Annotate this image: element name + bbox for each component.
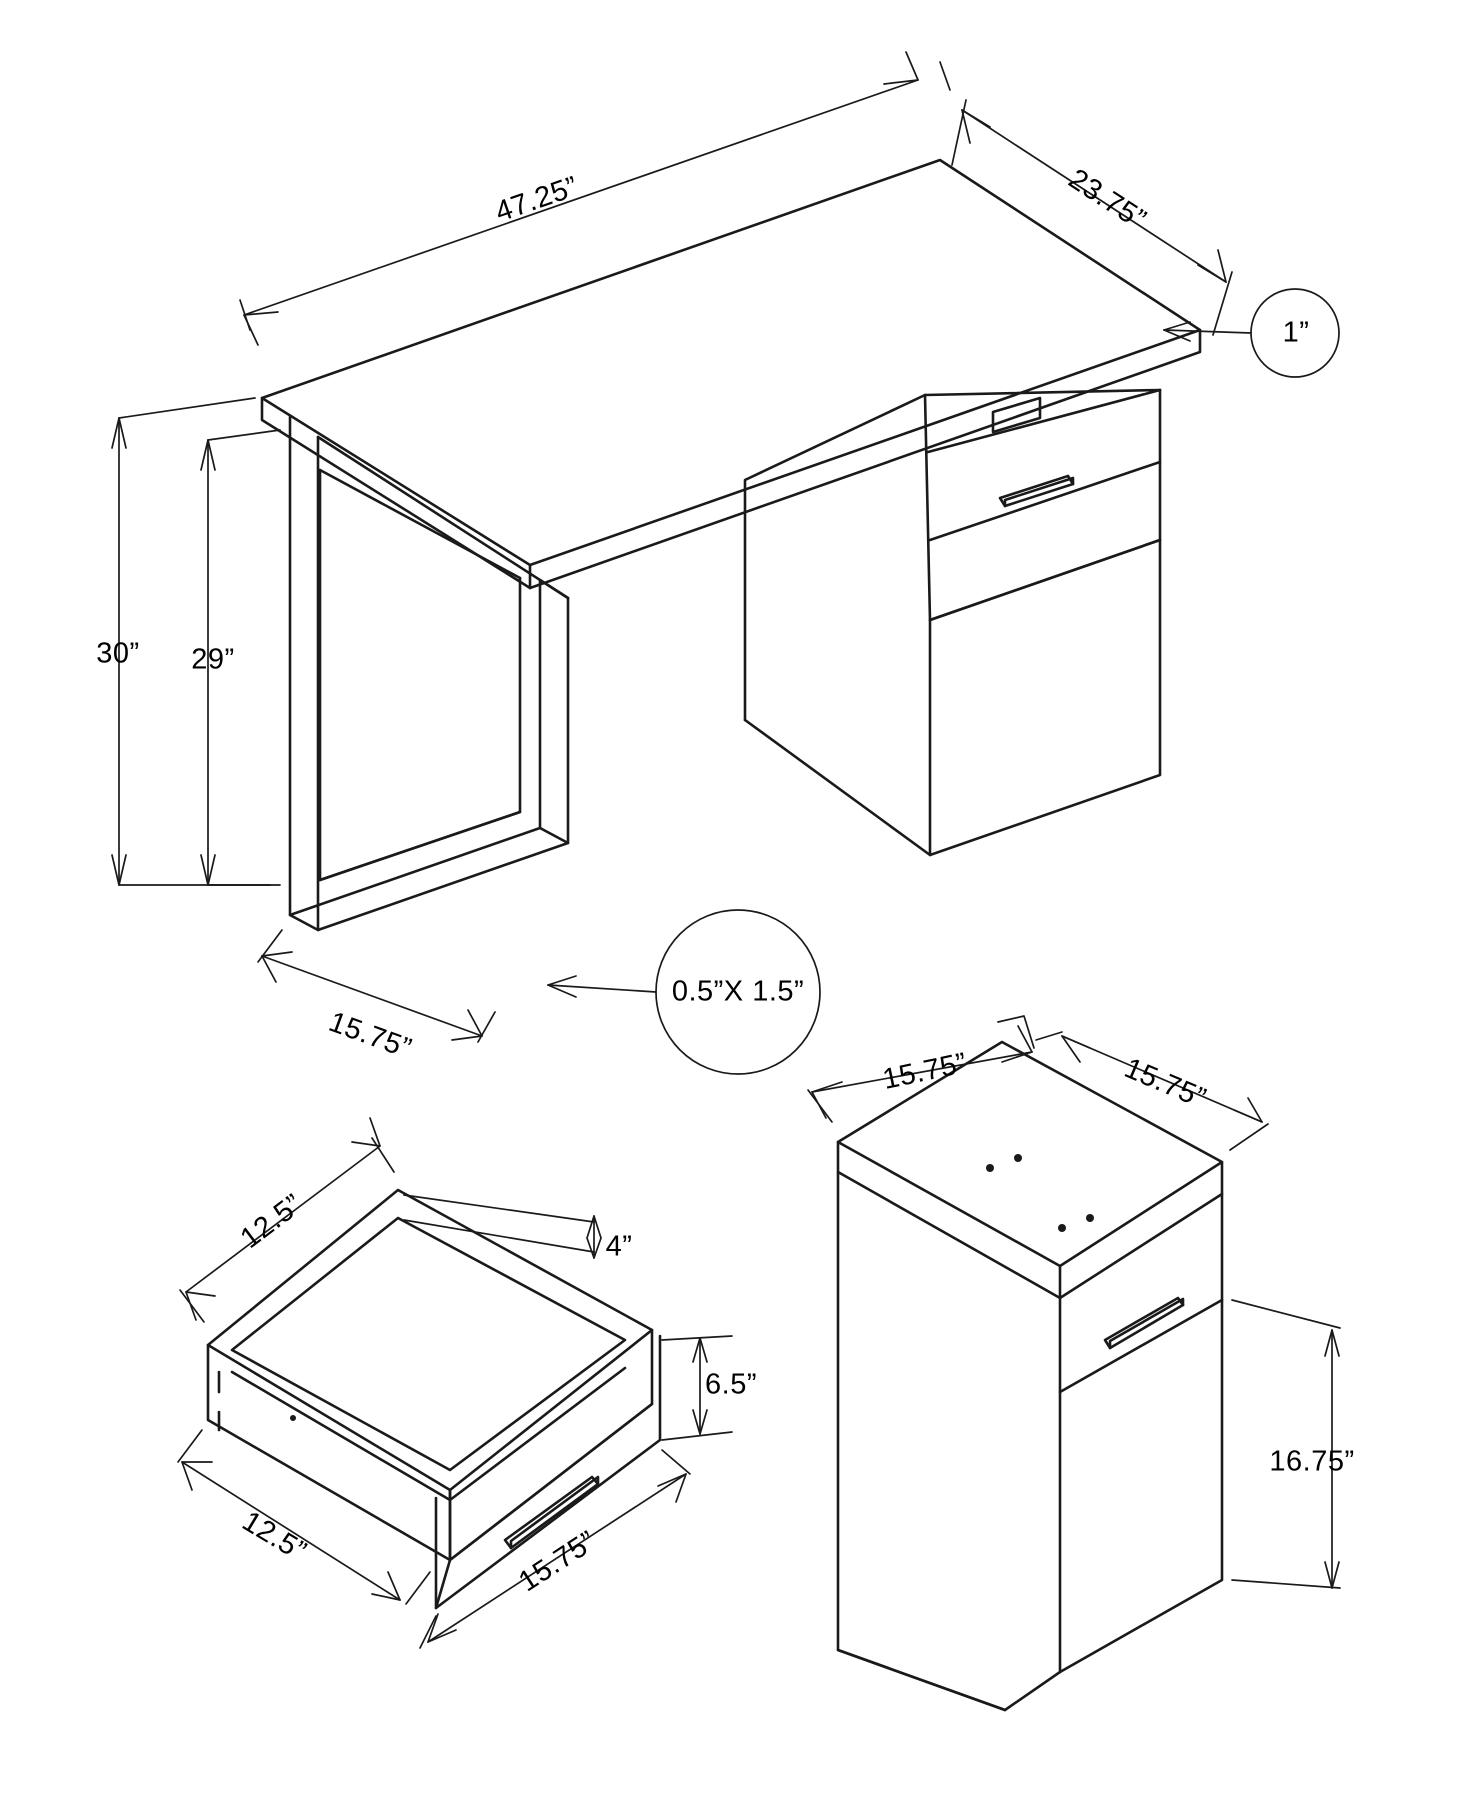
cabinet-unit-shape xyxy=(838,1042,1222,1710)
desk-cabinet xyxy=(745,390,1160,855)
label-leg-height: 29” xyxy=(191,643,235,676)
desk-left-leg xyxy=(290,417,568,930)
label-leg-profile: 0.5”X 1.5” xyxy=(671,975,805,1008)
label-overall-height: 30” xyxy=(96,637,140,670)
label-drawer-front-height: 6.5” xyxy=(705,1368,757,1401)
label-top-thickness: 1” xyxy=(1282,316,1310,349)
dim-desk-depth xyxy=(952,100,1232,335)
label-drawer-inner-width: 12.5” xyxy=(234,1188,309,1256)
label-drawer-inner-depth: 12.5” xyxy=(236,1505,312,1568)
dim-cabinet-height xyxy=(1232,1300,1340,1588)
label-cabinet-height: 16.75” xyxy=(1269,1445,1355,1478)
desk-top-shape xyxy=(262,160,1200,588)
label-leg-depth: 15.75” xyxy=(324,1005,416,1066)
label-cabinet-width: 15.75” xyxy=(879,1047,970,1097)
label-desk-depth: 23.75” xyxy=(1062,162,1152,237)
label-drawer-side-height: 4” xyxy=(605,1230,633,1263)
label-cabinet-depth: 15.75” xyxy=(1119,1052,1211,1115)
dim-desk-width xyxy=(240,52,950,345)
label-desk-width: 47.25” xyxy=(491,170,583,229)
label-drawer-front-width: 15.75” xyxy=(513,1524,603,1599)
